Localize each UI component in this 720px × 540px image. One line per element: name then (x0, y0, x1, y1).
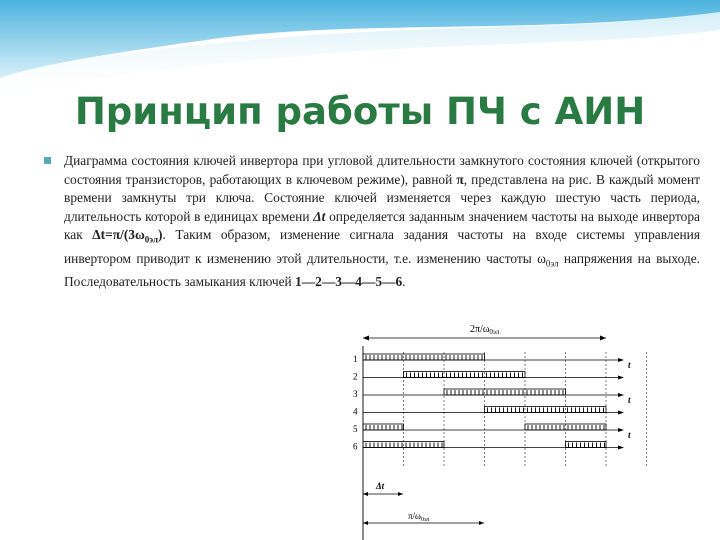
period-arrow-right (600, 336, 606, 341)
dt-arrow-right (398, 492, 403, 496)
key-on-pulse (566, 442, 607, 448)
body-paragraph: Диаграмма состояния ключей инвертора при угловой длительности замкнутого состояния ключей (открытого состояния транзисторов, работающих в ключевом режиме), равной π, представлена на рис. В каждый момент времени замкнуты три ключа. Состояние ключей изменяется через каждую шестую часть периода, длительность которой в единицах времени Δt определяется заданным значением частоты на выходе инвертора как $\Delta t=\pi/(3\omega_{0эл})$. Таким образом, изменение сигнала задания частоты на входе системы управления инвертором приводит к изменению этой длительности, т.е. изменению частоты $\omega_{0эл}$ напряжения на выходе. Последовательность замыкания ключей 1—2—3—4—5—6. (64, 153, 701, 289)
key-state-diagram (336, 316, 656, 540)
axis-arrow (618, 393, 624, 397)
formula: $\Delta t=\pi/(3\omega_{0эл})$ (92, 227, 163, 246)
axis-label-t: t (628, 360, 631, 370)
axis-arrow (618, 446, 624, 450)
axis-label-t: t (628, 395, 631, 405)
dt-arrow-left (363, 492, 368, 496)
axis-arrow (618, 358, 624, 362)
axis-label-t: t (628, 430, 631, 440)
key-rows (353, 354, 631, 452)
bullet-icon (44, 157, 51, 164)
key-label: 2 (353, 371, 358, 382)
key-label: 4 (353, 406, 358, 417)
delta-t: Δt (313, 208, 326, 224)
slide-title: Принцип работы ПЧ с АИН (74, 90, 646, 133)
half-arrow-right (479, 521, 484, 525)
key-label: 5 (353, 424, 358, 434)
dt-label: Δt (376, 481, 385, 491)
period-arrow-left (363, 336, 369, 341)
pi-symbol: π (456, 171, 464, 187)
half-arrow-left (363, 521, 368, 525)
axis-arrow (618, 411, 624, 415)
axis-arrow (618, 376, 624, 380)
omega-subscript: 0эл (545, 258, 559, 269)
key-label: 1 (353, 354, 358, 364)
key-on-pulse (363, 424, 404, 430)
period-label: $2\pi/\omega_{0эл}$ (470, 324, 500, 336)
key-label: 6 (353, 441, 358, 452)
key-sequence: 1—2—3—4—5—6 (295, 273, 403, 289)
key-label: 3 (353, 389, 358, 399)
axis-arrow (618, 428, 624, 432)
time-gridlines (404, 352, 647, 466)
half-period-label: $\pi/\omega_{0эл}$ (408, 511, 430, 523)
